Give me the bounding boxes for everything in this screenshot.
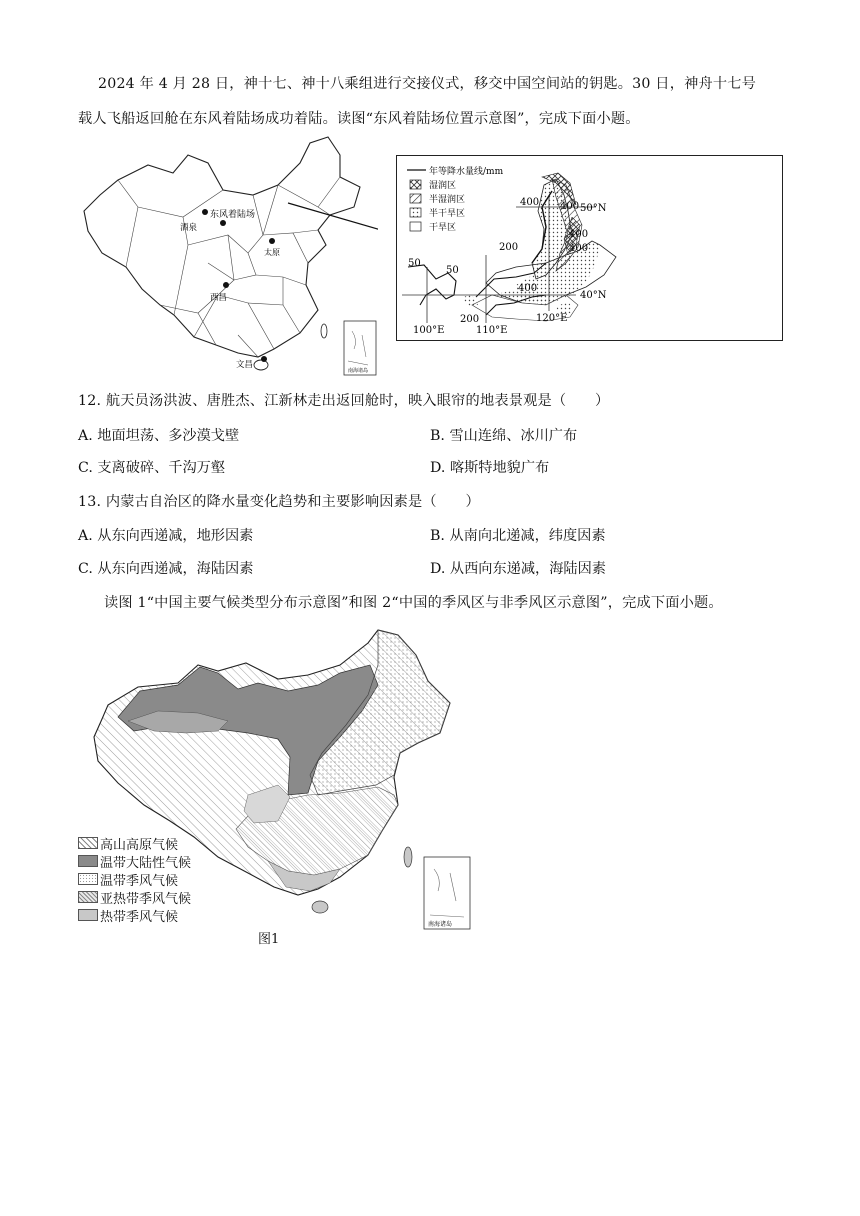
wenchang-dot bbox=[261, 356, 267, 362]
q12-option-b[interactable]: B. 雪山连绵、冰川广布 bbox=[430, 428, 578, 444]
isohyet-label-2: 400 bbox=[560, 201, 580, 212]
jiuquan-dot bbox=[202, 209, 208, 215]
label-dongfeng: 东风着陆场 bbox=[210, 210, 256, 220]
xichang-dot bbox=[223, 282, 229, 288]
lat-label-50: 50°N bbox=[580, 203, 607, 214]
legend-item-temperate-monsoon: 温带季风气候 bbox=[78, 870, 238, 888]
isohyet-label-5: 200 bbox=[499, 242, 519, 253]
isohyet-label-6: 50 bbox=[408, 258, 421, 269]
dongfeng-dot bbox=[220, 220, 226, 226]
intro-line-1: 2024 年 4 月 28 日，神十七、神十八乘组进行交接仪式，移交中国空间站的钥匙。30 日，神舟十七号 bbox=[98, 76, 757, 92]
legend-isohyet: 年等降水量线/mm bbox=[429, 167, 504, 177]
q12-option-c[interactable]: C. 支离破碎、千沟万壑 bbox=[78, 460, 226, 476]
dongfeng-location-map bbox=[78, 135, 378, 380]
intro-line-2: 载人飞船返回舱在东风着陆场成功着陆。读图“东风着陆场位置示意图”，完成下面小题。 bbox=[78, 111, 640, 127]
q13-option-c[interactable]: C. 从东向西递减，海陆因素 bbox=[78, 561, 254, 577]
legend-semi-arid: 半干旱区 bbox=[429, 209, 466, 219]
legend-item-plateau: 高山高原气候 bbox=[78, 834, 238, 852]
legend-humid: 湿润区 bbox=[429, 181, 457, 191]
isohyet-label-8: 200 bbox=[460, 314, 480, 325]
inset-label-2: 南海诸岛 bbox=[428, 921, 453, 928]
label-taiyuan: 太原 bbox=[264, 248, 280, 257]
legend-item-continental: 温带大陆性气候 bbox=[78, 852, 238, 870]
intro-2: 读图 1“中国主要气候类型分布示意图”和图 2“中国的季风区与非季风区示意图”，完成下面小题。 bbox=[104, 595, 723, 611]
isohyet-label-7: 50 bbox=[446, 265, 459, 276]
legend-arid: 干旱区 bbox=[429, 223, 457, 233]
label-xichang: 西昌 bbox=[210, 293, 228, 303]
label-wenchang: 文昌 bbox=[236, 360, 254, 370]
q12-stem: 12. 航天员汤洪波、唐胜杰、江新林走出返回舱时，映入眼帘的地表景观是（ ） bbox=[78, 393, 610, 409]
isohyet-label-9: 400 bbox=[518, 283, 538, 294]
q13-option-a[interactable]: A. 从东向西递减，地形因素 bbox=[78, 528, 254, 544]
lon-label-100: 100°E bbox=[413, 325, 445, 336]
q13-option-b[interactable]: B. 从南向北递减，纬度因素 bbox=[430, 528, 606, 544]
south-china-sea-inset bbox=[344, 321, 376, 375]
lon-label-120: 120°E bbox=[536, 313, 568, 324]
china-outline bbox=[84, 137, 360, 357]
legend-semi-humid: 半湿润区 bbox=[429, 195, 466, 205]
inset-label: 南海诸岛 bbox=[348, 368, 369, 374]
isohyet-label-3: 400 bbox=[569, 229, 589, 240]
q12-option-a[interactable]: A. 地面坦荡、多沙漠戈壁 bbox=[78, 428, 240, 444]
figure-1-caption: 图1 bbox=[258, 932, 280, 947]
precipitation-inset bbox=[396, 155, 783, 341]
isohyet-label-1: 400 bbox=[520, 197, 540, 208]
q13-stem: 13. 内蒙古自治区的降水量变化趋势和主要影响因素是（ ） bbox=[78, 494, 480, 510]
isohyet-label-4: 400 bbox=[569, 243, 589, 254]
taiyuan-dot bbox=[269, 238, 275, 244]
lat-label-40: 40°N bbox=[580, 290, 607, 301]
legend-item-tropical: 热带季风气候 bbox=[78, 906, 238, 924]
q13-option-d[interactable]: D. 从西向东递减，海陆因素 bbox=[430, 561, 606, 577]
label-jiuquan: 酒泉 bbox=[180, 223, 198, 233]
lon-label-110: 110°E bbox=[476, 325, 508, 336]
climate-legend bbox=[78, 834, 238, 924]
hainan-island bbox=[254, 360, 268, 370]
q12-option-d[interactable]: D. 喀斯特地貌广布 bbox=[430, 460, 550, 476]
south-china-sea-inset-2 bbox=[424, 857, 470, 929]
legend-item-subtropical: 亚热带季风气候 bbox=[78, 888, 238, 906]
